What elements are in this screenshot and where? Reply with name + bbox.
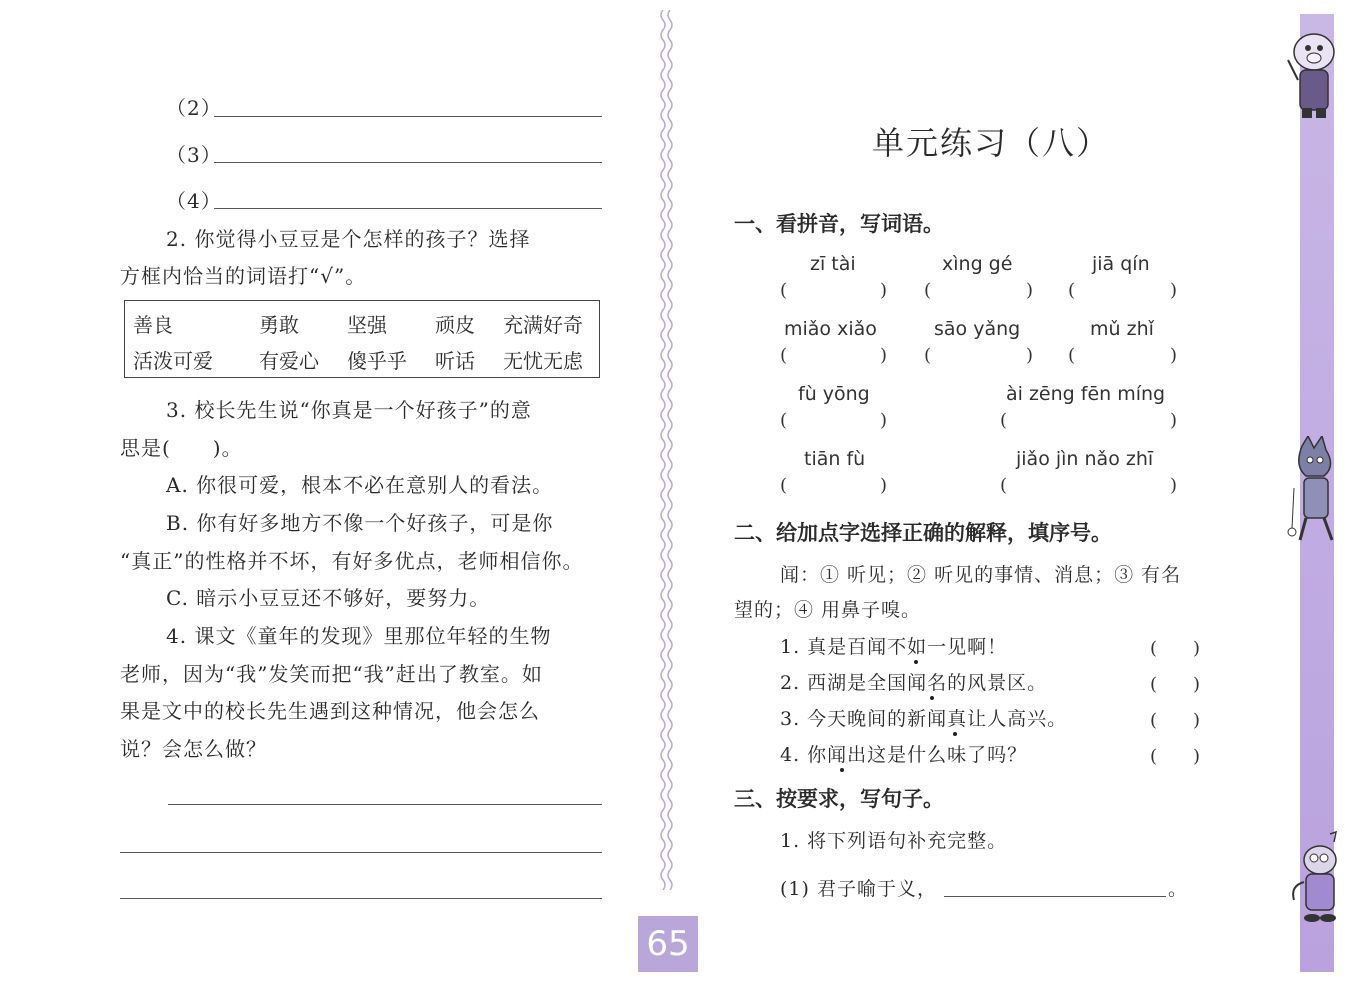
answer-paren-open: ( bbox=[1068, 345, 1076, 366]
page-title: 单元练习（八） bbox=[872, 124, 1111, 162]
answer-line-4[interactable] bbox=[214, 208, 602, 209]
word-option[interactable]: 听话 bbox=[435, 349, 475, 373]
word-option[interactable]: 有爱心 bbox=[259, 349, 319, 373]
word-option[interactable]: 勇敢 bbox=[259, 313, 299, 337]
pinyin-label: fù yōng bbox=[798, 383, 870, 405]
pinyin-label: xìng gé bbox=[942, 253, 1013, 275]
word-option[interactable]: 善良 bbox=[133, 313, 173, 337]
word-option[interactable]: 无忧无虑 bbox=[503, 349, 583, 373]
pinyin-label: ài zēng fēn míng bbox=[1006, 383, 1166, 405]
answer-paren[interactable]: ( ) bbox=[1150, 674, 1201, 695]
answer-paren-close: ) bbox=[1026, 280, 1034, 301]
answer-paren-close: ) bbox=[1170, 345, 1178, 366]
pinyin-label: sāo yǎng bbox=[934, 318, 1021, 340]
definition-line2: 望的；④ 用鼻子嗅。 bbox=[734, 599, 922, 621]
cartoon-character-icon bbox=[1290, 830, 1342, 930]
word-option[interactable]: 充满好奇 bbox=[503, 313, 583, 337]
pinyin-label: zī tài bbox=[810, 253, 856, 275]
definition-line1: 闻：① 听见；② 听见的事情、消息；③ 有名 bbox=[780, 564, 1182, 586]
emphasis-dot bbox=[930, 696, 934, 700]
q4-answer-line[interactable] bbox=[168, 804, 602, 805]
wavy-divider bbox=[658, 10, 676, 890]
answer-label-4: （4） bbox=[166, 189, 222, 213]
word-choice-box bbox=[124, 300, 600, 378]
emphasis-dot bbox=[914, 660, 918, 664]
section1-heading: 一、看拼音，写词语。 bbox=[734, 212, 944, 236]
cartoon-wolf-icon bbox=[1286, 436, 1342, 546]
answer-paren-open: ( bbox=[780, 475, 788, 496]
q2-line2: 方框内恰当的词语打“√”。 bbox=[120, 264, 367, 288]
pinyin-label: jiā qín bbox=[1092, 253, 1150, 275]
answer-line-2[interactable] bbox=[214, 116, 602, 117]
answer-paren-open: ( bbox=[780, 345, 788, 366]
pinyin-label: mǔ zhǐ bbox=[1090, 318, 1154, 340]
word-option[interactable]: 顽皮 bbox=[435, 313, 475, 337]
answer-paren-close: ) bbox=[1170, 410, 1178, 431]
q4-line2: 老师，因为“我”发笑而把“我”赶出了教室。如 bbox=[120, 662, 543, 686]
section2-heading: 二、给加点字选择正确的解释，填序号。 bbox=[734, 521, 1112, 545]
q3-line2: 思是( )。 bbox=[120, 436, 243, 460]
answer-paren-open: ( bbox=[1000, 410, 1008, 431]
q3-line1: 3. 校长先生说“你真是一个好孩子”的意 bbox=[166, 398, 532, 422]
answer-paren-close: ) bbox=[1170, 475, 1178, 496]
pinyin-label: tiān fù bbox=[804, 448, 866, 470]
answer-paren-open: ( bbox=[924, 345, 932, 366]
q2-line1: 2. 你觉得小豆豆是个怎样的孩子？选择 bbox=[166, 227, 531, 251]
q3-option-c: C. 暗示小豆豆还不够好，要努力。 bbox=[166, 586, 491, 610]
answer-paren-open: ( bbox=[1000, 475, 1008, 496]
answer-paren-open: ( bbox=[924, 280, 932, 301]
s2-item-2: 2. 西湖是全国闻名的风景区。 bbox=[780, 672, 1048, 694]
q4-line4: 说？会怎么做？ bbox=[120, 737, 267, 761]
answer-paren[interactable]: ( ) bbox=[1150, 638, 1201, 659]
answer-paren-close: ) bbox=[1170, 280, 1178, 301]
section3-heading: 三、按要求，写句子。 bbox=[734, 787, 944, 811]
s3-item-1: 1. 将下列语句补充完整。 bbox=[780, 830, 1008, 852]
s2-item-4: 4. 你闻出这是什么味了吗？ bbox=[780, 744, 1028, 766]
s2-item-1: 1. 真是百闻不如一见啊！ bbox=[780, 636, 1008, 658]
answer-paren-open: ( bbox=[1068, 280, 1076, 301]
answer-label-3: （3） bbox=[166, 143, 222, 167]
q4-line1: 4. 课文《童年的发现》里那位年轻的生物 bbox=[166, 624, 552, 648]
q4-answer-line[interactable] bbox=[120, 852, 602, 853]
answer-paren-open: ( bbox=[780, 280, 788, 301]
pinyin-label: jiǎo jìn nǎo zhī bbox=[1016, 448, 1154, 470]
answer-line-3[interactable] bbox=[214, 162, 602, 163]
answer-paren-close: ) bbox=[880, 475, 888, 496]
q4-line3: 果是文中的校长先生遇到这种情况，他会怎么 bbox=[120, 699, 540, 723]
s3-answer-line[interactable] bbox=[944, 896, 1166, 897]
cartoon-pig-icon bbox=[1282, 20, 1342, 124]
answer-paren[interactable]: ( ) bbox=[1150, 746, 1201, 767]
emphasis-dot bbox=[953, 732, 957, 736]
page-number: 65 bbox=[638, 916, 698, 972]
answer-paren-open: ( bbox=[780, 410, 788, 431]
word-option[interactable]: 活泼可爱 bbox=[133, 349, 213, 373]
answer-paren-close: ) bbox=[1026, 345, 1034, 366]
answer-paren-close: ) bbox=[880, 345, 888, 366]
q3-option-b1: B. 你有好多地方不像一个好孩子，可是你 bbox=[166, 511, 554, 535]
emphasis-dot bbox=[840, 768, 844, 772]
left-page bbox=[0, 0, 660, 988]
q4-answer-line[interactable] bbox=[120, 898, 602, 899]
answer-paren-close: ) bbox=[880, 410, 888, 431]
answer-paren[interactable]: ( ) bbox=[1150, 710, 1201, 731]
pinyin-label: miǎo xiǎo bbox=[784, 318, 877, 340]
s3-sub-1: (1) 君子喻于义， bbox=[780, 878, 937, 900]
q3-option-a: A. 你很可爱，根本不必在意别人的看法。 bbox=[166, 473, 554, 497]
q3-option-b2: “真正”的性格并不坏，有好多优点，老师相信你。 bbox=[120, 549, 584, 573]
s2-item-3: 3. 今天晚间的新闻真让人高兴。 bbox=[780, 708, 1068, 730]
answer-label-2: （2） bbox=[166, 96, 222, 120]
word-option[interactable]: 傻乎乎 bbox=[347, 349, 407, 373]
answer-paren-close: ) bbox=[880, 280, 888, 301]
s3-sub-1-end: 。 bbox=[1168, 878, 1189, 900]
word-option[interactable]: 坚强 bbox=[347, 313, 387, 337]
